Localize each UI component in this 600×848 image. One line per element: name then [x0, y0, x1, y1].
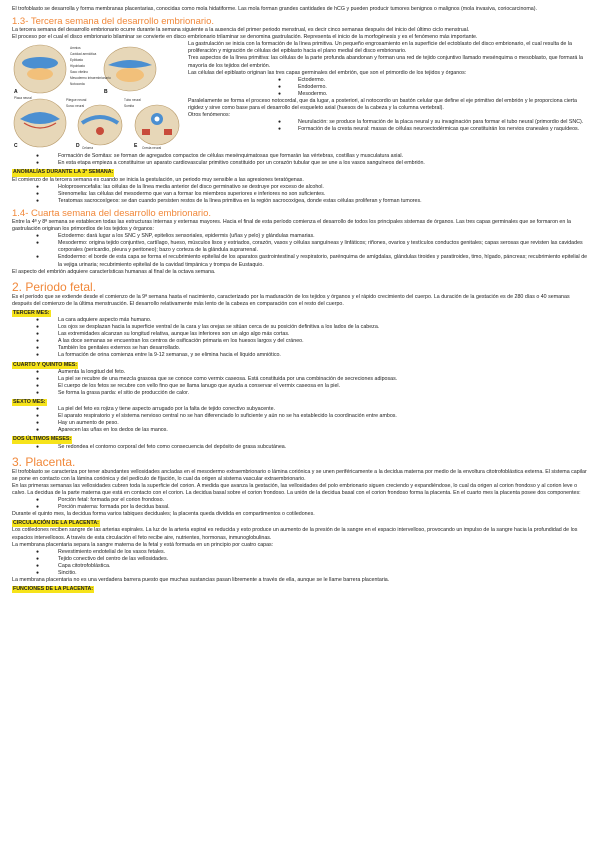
embryo-development-illustration — [12, 41, 182, 153]
intro-paragraph: El trofoblasto se desarrolla y forma membranas placentarias, conocidas como mola hidatiforme. Las mola forman grandes cantidades de hCG y pueden producir tumores benignos o malignos (mola invasiva, coriocarcinoma). — [12, 6, 537, 12]
s13-extra-list — [12, 153, 588, 167]
list-item: ● Endodermo. — [298, 84, 588, 91]
s14-list — [12, 233, 588, 268]
list-item: ● Ectodermo. — [298, 77, 588, 84]
s13-text-column — [188, 41, 588, 153]
fig-label-12: Celoma — [82, 146, 93, 151]
circulation-paragraph-2: La membrana placentaria separa la sangre materna de la fetal y está formada en un principio por cuatro capas: — [12, 541, 274, 548]
fig-letter-e: E — [134, 143, 138, 150]
s13-paragraph-2: El proceso por el cual el disco embrionario bilaminar se convierte en disco embrionario trilaminar se denomina gastrulación. Representa el inicio de la morfogénesis y es el fenómeno más importante. — [12, 34, 478, 41]
fig-label-1: Cavidad amniótica — [70, 52, 97, 57]
fig-letter-c: C — [14, 143, 18, 150]
s13-paragraph-6: Paralelamente se forma el proceso notocordal, que da lugar, a posteriori, al notocordio un bastón celular que define el eje primitivo del embrión y le proporciona cierta rigidez y sirve como base para el desarrollo del esqueleto axial (huesos de la cabeza y la columna vertebral). — [188, 98, 577, 112]
list-item: ● Porción fetal: formada por el corion frondoso. — [58, 497, 588, 504]
list-item: ● La cara adquiere aspecto más humano. — [58, 317, 588, 324]
fig-letter-b: B — [104, 89, 108, 96]
list-item: ● También los genitales externos se han desarrollado. — [58, 345, 588, 352]
sixth-month-list — [12, 406, 588, 434]
last-months-heading: DOS ÚLTIMOS MESES: — [13, 436, 72, 443]
list-item: ● Revestimiento endotelial de los vasos fetales. — [58, 549, 588, 556]
fig-label-6: Notocorda — [70, 82, 85, 87]
fig-label-9: Surco neural — [66, 104, 85, 109]
list-item: ● El aparato respiratorio y el sistema nervioso central no se han diferenciado lo suficiente y aún no se ha establecido la coordinación entre ambos. — [58, 413, 588, 420]
list-item: ● Mesodermo: origina tejido conjuntivo, cartílago, hueso, músculos lisos y estriados, corazón, vasos y células sanguíneas y linfáticos; riñones, ovarios y testículos conductos genitales; capas serosas que revisten las cavidades corporales (pericardio, pleura y peritoneo); bazo y corteza de la glándula suprarrenal. — [58, 240, 588, 254]
list-item: ● Tejido conectivo del centro de las vellosidades. — [58, 556, 588, 563]
third-month-heading: TERCER MES: — [13, 309, 50, 316]
list-item: ● Aumenta la longitud del feto. — [58, 369, 588, 376]
embryo-figure — [12, 41, 182, 153]
section-1-4-heading: 1.4- Cuarta semana del desarrollo embrionario. — [12, 207, 212, 219]
fig-label-11: Somita — [124, 104, 134, 109]
fig-label-13: Cresta neural — [142, 146, 162, 151]
list-item: ● Mesodermo. — [298, 91, 588, 98]
placental-membrane-layers-list — [12, 549, 588, 577]
list-item: ● Endodermo: el borde de esta capa se forma el recubrimiento epitelial de los aparatos gastrointestinal y respiratorio, parénquima de amígdalas, glándulas tiroides y paratiroides, timo, hígado, páncreas; recubrimiento epitelial de la vejiga urinaria; recubrimiento epitelial de la cavidad timpánica y trompa de Eustaquio. — [58, 254, 588, 268]
fig-letter-a: A — [14, 89, 18, 96]
placenta-components-list — [12, 497, 588, 511]
list-item: ● Las extremidades alcanzan su longitud relativa, aunque las inferiores son un algo algo más cortas. — [58, 331, 588, 338]
list-item: ● El cuerpo de los fetos se recubre con vello fino que se llama lanugo que ayuda a conservar el vermix caseosa en la piel. — [58, 383, 588, 390]
fourth-fifth-month-list — [12, 369, 588, 397]
placenta-circulation-heading: CIRCULACIÓN DE LA PLACENTA: — [13, 520, 99, 527]
fourth-fifth-month-heading: CUARTO Y QUINTO MES: — [13, 361, 78, 368]
list-item: ● Formación de la cresta neural: masas de células neuroectodérmicas que constituirán los nervios craneales y raquídeos. — [298, 126, 588, 133]
list-item: ● A las doce semanas se encuentran los centros de osificación primaria en los huesos largos y del cráneo. — [58, 338, 588, 345]
list-item: ● Porción materna: formada por la decidua basal. — [58, 504, 588, 511]
sixth-month-heading: SEXTO MES: — [13, 399, 46, 405]
list-item: ● La piel del feto es rojiza y tiene aspecto arrugado por la falta de tejido conectivo subyacente. — [58, 406, 588, 413]
s2-intro: Es el período que se extiende desde el comienzo de la 9ª semana hasta el nacimiento, caracterizado por la maduración de los tejidos y órganos y el rápido crecimiento del cuerpo. La duración de la gestación es de 280 días o 40 semanas después del comienzo de la última menstruación. El desarrollo relativamente más lento de la cabeza en comparación con el resto del cuerpo. — [12, 293, 570, 307]
section-3-heading: 3. Placenta. — [12, 454, 76, 469]
fig-label-8: Pliegue neural — [66, 98, 87, 103]
list-item: ● Neurulación: se produce la formación de la placa neural y su invaginación para formar el tubo neural (primordio del SNC). — [298, 119, 588, 126]
s14-intro: Entre la 4ª y 8ª semana se establecen todas las estructuras internas y externas mayores. Hacia el final de esta período comienza el desarrollo de todos los principales sistemas de órganos. Las tres capas germinales que se formaron en la gastrulación originan los primordios de los tejidos y órganos: — [12, 218, 571, 233]
s3-paragraph-3: Durante el quinto mes, la decidua forma varios tabiques deciduales; la placenta queda dividida en compartimentos o cotiledones. — [12, 511, 315, 518]
fig-label-7: Placa neural — [14, 96, 32, 101]
embryo-b-yolk — [116, 68, 144, 82]
fig-label-3: Hipoblasto — [70, 64, 86, 69]
fig-label-5: Mesodermo intraembrionario — [70, 76, 111, 81]
section-1-3-heading: 1.3- Tercera semana del desarrollo embrionario. — [12, 16, 215, 28]
list-item: ● Formación de Somitas: se forman de agregados compactos de células mesénquimatosas que formarán las vértebras, costillas y musculatura axial. — [58, 153, 588, 160]
list-item: ● Sincitio. — [58, 570, 588, 577]
list-item: ● Se forma la grasa parda: el sitio de producción de calor. — [58, 390, 588, 397]
s14-outro: El aspecto del embrión adquiere características humanas al final de la octava semana. — [12, 268, 216, 275]
s13-figure-row — [12, 41, 588, 153]
list-item: ● Sirenomelia: las células del mesodermo que van a formar los miembros superiores e inferiores no son suficientes. — [58, 191, 588, 198]
list-item: ● Se redondea el contorno corporal del feto como consecuencia del depósito de grasa subcutánea. — [58, 444, 588, 451]
anomalies-list — [12, 184, 588, 205]
s13-paragraph-4: Tres aspectos de la línea primitiva: las células de la parte profunda abandonan y forman una red de tejido conjuntivo llamado mesénquima o mesoblasto, que formará la mayoría de los tejidos del embrión. — [188, 55, 583, 69]
s3-paragraph-2: En las primeras semanas las vellosidades cubren toda la superficie del corion. A medida que avanza la gestación, las vellosidades del polo embrionario siguen creciendo y expandiéndose, lo cual da origen al corion frondoso y al corion leve o calvo. La decidua de la parte materna que está en contacto con el corion. La decidua basal sobre el corion frondoso. La unión de la decidua basal con el corion frondoso forma la placenta. En el cuarto mes la placenta posee dos componentes: — [12, 482, 581, 496]
list-item: ● Capa citotrofoblástica. — [58, 563, 588, 570]
list-item: ● Holoprosencefalia: las células de la línea media anterior del disco germinativo se destruye por exceso de alcohol. — [58, 184, 588, 191]
list-item: ● Los ojos se desplazan hacia la superficie ventral de la cara y las orejas se sitúan cerca de su posición definitiva a los lados de la cabeza. — [58, 324, 588, 331]
list-item: ● La piel se recubre de una mezcla grasosa que se conoce como vermix caseosa. Está constituida por una combinación de secreciones adiposas. — [58, 376, 588, 383]
section-2-heading: 2. Periodo fetal. — [12, 279, 97, 294]
list-item: ● La formación de orina comienza entre la 9-12 semanas, y se elimina hacia el líquido amniótico. — [58, 352, 588, 359]
third-month-list — [12, 317, 588, 360]
anomalies-intro: El comienzo de la tercera semana es cuando se inicia la gestulación, un periodo muy sensible a las agresiones teratógenas. — [12, 176, 304, 183]
list-item: ● En esta etapa empieza a constituirse un aparato cardiovascular primitivo constituido por un corazón tubular que se une a los vasos sanguíneos del embrión. — [58, 160, 588, 167]
embryo-a-disc — [22, 57, 58, 69]
list-item: ● Ectodermo: dará lugar a los SNC y SNP, epitelios sensoriales, epidermis (uñas y pelo) y glándulas mamarias. — [58, 233, 588, 240]
anomalies-heading: ANOMALÍAS DURANTE LA 3ª SEMANA: — [13, 169, 114, 176]
s13-paragraph-5: Las células del epiblasto originan las tres capas germinales del embrión, que son el primordio de los tejidos y órganos: — [188, 69, 467, 76]
last-months-list — [12, 444, 588, 451]
embryo-a-yolk — [27, 68, 53, 80]
fig-label-0: Amnios — [70, 46, 81, 51]
germ-layer-list — [188, 77, 588, 98]
list-item: ● Teratomas sacrocoxígeos: se dan cuando persisten restos de la línea primitiva en la región sacrocoxígea, donde estas células proliferan y forman tumores. — [58, 198, 588, 205]
s13-paragraph-3: La gastrulación se inicia con la formación de la línea primitiva. Un pequeño engrosamiento en la superficie del ectoblasto del disco embrionario, el cual resulta de la proliferación y migración de células del epiblasto hacia el plano medial del disco embrionario. — [188, 41, 572, 55]
other-phenomena-list — [188, 119, 588, 133]
circulation-paragraph-3: La membrana placentaria no es una verdadera barrera puesto que muchas sustancias pasan libremente a través de ella, aunque se le llame barrera placentaria. — [12, 577, 390, 584]
fig-label-10: Tubo neural — [124, 98, 141, 103]
list-item: ● Hay un aumento de peso. — [58, 420, 588, 427]
circulation-paragraph-1: Los cotiledones reciben sangre de las arterias espirales. La luz de la arteria espiral es reducida y esto produce un aumento de la presión de la sangre en el espacio intervelloso, provocando un impulso de la sangre hacia la profundidad de los espacios intervellosos. A través de esta circulación el feto recibe aire, nutrientes, hormonas, inmunoglobulinas. — [12, 527, 578, 541]
placenta-functions-heading: FUNCIONES DE LA PLACENTA: — [13, 586, 94, 593]
s13-paragraph-7: Otros fenómenos: — [188, 112, 231, 119]
fig-label-4: Saco vitelino — [70, 70, 89, 75]
fig-label-2: Epiblasto — [70, 58, 84, 63]
document-page — [12, 0, 588, 593]
s13-paragraph-1: La tercera semana del desarrollo embrionario ocurre durante la semana siguiente a la ausencia del primer periodo menstrual, es decir cinco semanas después del inicio del último ciclo menstrual. — [12, 27, 470, 34]
s3-paragraph-1: El trofoblasto se caracteriza por tener abundantes vellosidades ancladas en el mesodermo extraembrionario o lámina coriónica y se unen periféricamente a la decidua materna por medio de la envoltura citotrofoblástica externa. El sistema capilar se pone en contacto con la lámina coriónica y del pedículo de fijación, lo cual da origen al sistema vascular extraembrionario. — [12, 468, 587, 482]
list-item: ● Aparecen las uñas en los dedos de las manos. — [58, 427, 588, 434]
embryo-d-shape — [78, 105, 122, 145]
fig-letter-d: D — [76, 143, 80, 150]
